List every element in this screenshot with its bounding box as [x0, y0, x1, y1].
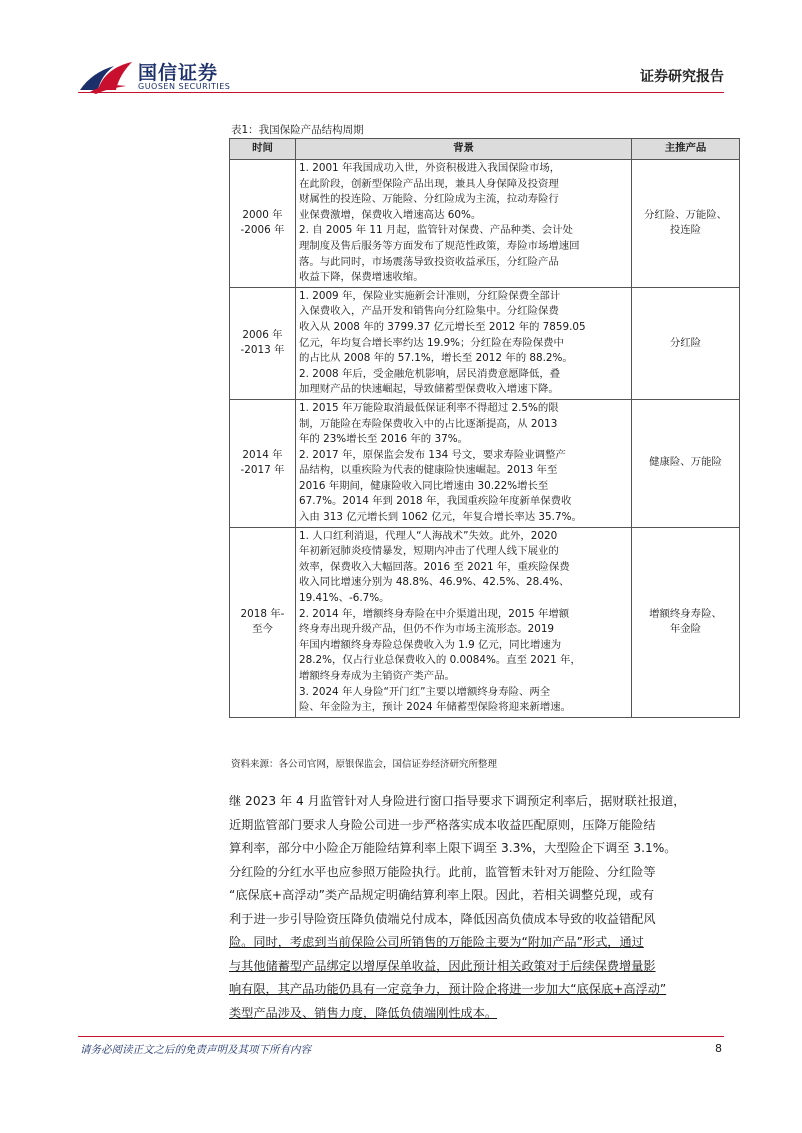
- report-type-label: 证券研究报告: [640, 69, 724, 85]
- paragraph-line: “底保底+高浮动”类产品规定明确结算利率上限。因此，若相关调整兑现，或有: [229, 888, 655, 902]
- background-line: 亿元，年均复合增长率约达 19.9%；分红险在寿险保费中: [299, 336, 564, 349]
- table-row: [230, 160, 740, 288]
- background-line: 28.2%，仅占行业总保费收入的 0.0084%。直至 2021 年，: [299, 654, 581, 667]
- time-cell: [230, 527, 296, 717]
- table-source-note: 资料来源：各公司官网，原银保监会，国信证券经济研究所整理: [231, 759, 498, 770]
- product-line: 增额终身寿险、: [649, 607, 722, 620]
- page-header: [0, 0, 802, 100]
- background-cell: [296, 287, 632, 399]
- background-cell: [296, 399, 632, 527]
- background-line: 增额终身寿成为主销资产类产品。: [299, 670, 455, 682]
- background-line: 1. 2015 年万能险取消最低保证利率不得超过 2.5%的限: [299, 401, 559, 414]
- background-line: 入保费收入，产品开发和销售向分红险集中。分红险保费: [299, 305, 559, 318]
- insurance-product-cycle-table: [229, 138, 740, 718]
- background-line: 1. 人口红利消退，代理人“人海战术”失效。此外，2020: [299, 529, 558, 542]
- background-line: 2. 2008 年后，受金融危机影响，居民消费意愿降低，叠: [299, 367, 561, 380]
- time-cell: [230, 287, 296, 399]
- time-line: 至今: [252, 623, 273, 636]
- background-line: 加理财产品的快速崛起，导致储蓄型保费收入增速下降。: [299, 383, 559, 396]
- footer-disclaimer: 请务必阅读正文之后的免责声明及其项下所有内容: [80, 1044, 311, 1056]
- column-header-product: 主推产品: [632, 139, 740, 160]
- background-line: 19.41%、-6.7%。: [299, 592, 390, 605]
- background-line: 年的 23%增长至 2016 年的 37%。: [299, 433, 468, 446]
- paragraph-line: 算利率，部分中小险企万能险结算利率上限下调至 3.3%，大型险企下调至 3.1%。: [229, 841, 677, 855]
- paragraph-line: 利于进一步引导险资压降负债端兑付成本，降低因高负债成本导致的收益错配风: [229, 911, 656, 926]
- product-cell: [632, 287, 740, 399]
- time-line: 2000 年: [242, 208, 283, 221]
- guosen-logo: [78, 56, 238, 96]
- product-line: 年金险: [669, 623, 702, 636]
- time-line: -2013 年: [240, 344, 285, 357]
- background-line: 67.7%。2014 年到 2018 年，我国重疾险年度新单保费收: [299, 495, 572, 508]
- time-line: 2018 年-: [240, 607, 285, 620]
- background-line: 1. 2001 年我国成功入世，外资积极进入我国保险市场，: [299, 162, 561, 174]
- background-line: 业保费激增，保费收入增速高达 60%。: [299, 208, 482, 221]
- product-line: 分红险: [669, 336, 702, 349]
- background-line: 的占比从 2008 年的 57.1%，增长至 2012 年的 88.2%。: [299, 352, 573, 365]
- table-row: [230, 399, 740, 527]
- paragraph-line-underlined: 险。同时，考虑到当前保险公司所销售的万能险主要为“附加产品”形式，通过: [229, 935, 644, 949]
- background-line: 收入从 2008 年的 3799.37 亿元增长至 2012 年的 7859.05: [299, 320, 586, 333]
- product-cell: [632, 160, 740, 288]
- time-cell: [230, 160, 296, 288]
- table-row: [230, 527, 740, 717]
- body-paragraph: [229, 790, 739, 1025]
- time-line: -2017 年: [240, 464, 285, 477]
- background-line: 终身寿出现升级产品，但仍不作为市场主流形态。2019: [299, 623, 555, 636]
- background-line: 效率，保费收入大幅回落。2016 至 2021 年，重疾险保费: [299, 560, 570, 573]
- background-line: 制，万能险在寿险保费收入中的占比逐渐提高，从 2013: [299, 417, 558, 430]
- background-line: 年国内增额终身寿险总保费收入为 1.9 亿元，同比增速为: [299, 638, 562, 651]
- table-header-row: [230, 139, 740, 160]
- paragraph-line: 分红险的分红水平也应参照万能险执行。此前，监管暂未针对万能险、分红险等: [229, 864, 656, 879]
- table-caption: 表1：我国保险产品结构周期: [231, 124, 364, 136]
- background-cell: [296, 160, 632, 288]
- time-cell: [230, 399, 296, 527]
- background-line: 险、年金险为主，预计 2024 年储蓄型保险将迎来新增速。: [299, 701, 572, 714]
- header-divider: [78, 92, 724, 93]
- time-line: 2014 年: [242, 448, 283, 461]
- product-line: 分红险、万能险、: [643, 208, 728, 221]
- time-line: -2006 年: [240, 224, 285, 237]
- page-number: 8: [715, 1042, 722, 1055]
- background-line: 理制度及售后服务等方面发布了规范性政策，寿险市场增速回: [299, 239, 580, 252]
- column-header-background: 背景: [296, 139, 632, 160]
- product-line: 健康险、万能险: [649, 456, 722, 469]
- background-line: 品结构，以重疾险为代表的健康险快速崛起。2013 年至: [299, 464, 558, 477]
- background-line: 落。与此同时，市场震荡导致投资收益承压，分红险产品: [299, 255, 559, 268]
- background-line: 年初新冠肺炎疫情暴发，短期内冲击了代理人线下展业的: [299, 545, 559, 558]
- paragraph-line-underlined: 响有限，其产品功能仍具有一定竞争力，预计险企将进一步加大“底保底+高浮动”: [229, 982, 667, 996]
- logo-chinese-name: 国信证券: [138, 62, 219, 84]
- product-line: 投连险: [669, 224, 702, 237]
- column-header-time: 时间: [230, 139, 296, 160]
- background-line: 入由 313 亿元增长到 1062 亿元，年复合增长率达 35.7%。: [299, 511, 582, 524]
- guosen-logo-mark-icon: [78, 56, 134, 96]
- logo-english-name: GUOSEN SECURITIES: [138, 82, 231, 91]
- background-line: 3. 2024 年人身险“开门红”主要以增额终身寿险、两全: [299, 685, 551, 698]
- paragraph-line: 近期监管部门要求人身险公司进一步严格落实成本收益匹配原则，压降万能险结: [229, 817, 656, 832]
- product-cell: [632, 399, 740, 527]
- background-line: 2. 自 2005 年 11 月起，监管针对保费、产品种类、会计处: [299, 224, 573, 237]
- time-line: 2006 年: [242, 328, 283, 341]
- footer-divider: [78, 1036, 724, 1037]
- background-cell: [296, 527, 632, 717]
- background-line: 1. 2009 年，保险业实施新会计准则，分红险保费全部计: [299, 289, 561, 302]
- paragraph-line: 继 2023 年 4 月监管针对人身险进行窗口指导要求下调预定利率后，据财联社报道，: [229, 794, 686, 808]
- table-row: [230, 287, 740, 399]
- background-line: 财属性的投连险、万能险、分红险成为主流，拉动寿险行: [299, 193, 559, 206]
- paragraph-line-underlined: 与其他储蓄型产品绑定以增厚保单收益，因此预计相关政策对于后续保费增量影: [229, 958, 656, 973]
- background-line: 收入同比增速分别为 48.8%、46.9%、42.5%、28.4%、: [299, 576, 570, 589]
- background-line: 2016 年期间，健康险收入同比增速由 30.22%增长至: [299, 479, 549, 492]
- background-line: 2. 2017 年，原保监会发布 134 号文，要求寿险业调整产: [299, 448, 566, 461]
- background-line: 在此阶段，创新型保险产品出现，兼具人身保障及投资理: [299, 177, 559, 190]
- background-line: 2. 2014 年，增额终身寿险在中介渠道出现，2015 年增额: [299, 607, 570, 620]
- background-line: 收益下降，保费增速收缩。: [299, 271, 424, 284]
- paragraph-line-underlined: 类型产品涉及、销售力度，降低负债端刚性成本。: [229, 1005, 498, 1020]
- product-cell: [632, 527, 740, 717]
